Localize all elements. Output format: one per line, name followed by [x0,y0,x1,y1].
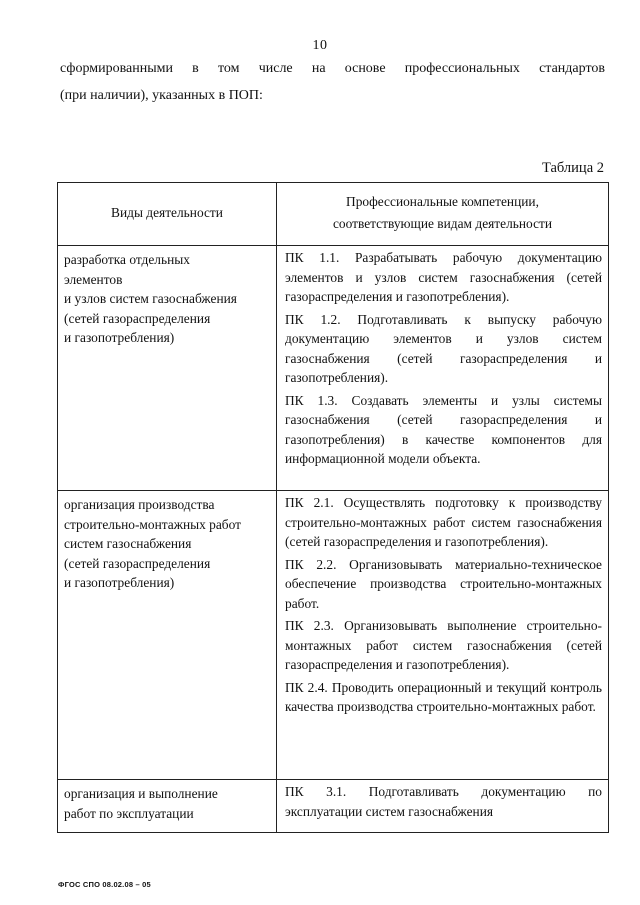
competency-item: ПК 1.3. Создавать элементы и узлы системы газоснабжения (сетей газораспределения и газопотребления) в качестве компонентов для информационной модели объекта. [285,392,602,466]
intro-word: на [311,61,326,76]
competencies-cell [277,780,609,833]
intro-paragraph [60,55,605,109]
table-header-row [58,183,609,246]
competency-item: ПК 2.1. Осуществлять подготовку к производству строительно-монтажных работ систем газоснабжения (сетей газораспределения и газопотребления). [285,495,602,549]
intro-word: профессиональных [404,61,520,76]
activity-line: элементов [64,271,123,287]
intro-word: в [192,61,199,76]
activity-line: и узлов систем газоснабжения [64,291,237,306]
activity-cell [58,246,277,491]
competencies-cell [277,491,609,780]
competencies-table [57,182,609,833]
activity-line: разработка отдельных [64,252,190,267]
intro-word: числе [258,61,293,76]
header-competencies-line-2: соответствующие видам деятельности [332,216,553,231]
header-activity: Виды деятельности [58,183,277,246]
activity-line: (сетей газораспределения [64,555,211,571]
competency-item: ПК 2.2. Организовывать материально-техническое обеспечение производства строительно-монтажных работ. [285,556,602,611]
activity-cell [58,780,277,833]
intro-word: основе [344,61,386,76]
intro-line-1 [60,55,605,82]
page-number: 10 [312,38,328,53]
document-footer: ФГОС СПО 08.02.08 – 05 [58,880,151,889]
competency-item: ПК 3.1. Подготавливать документацию по эксплуатации систем газоснабжения [285,784,602,819]
activity-line: организация производства [64,497,215,512]
activity-cell [58,491,277,780]
table-row [58,780,609,833]
activity-line: (сетей газораспределения [64,310,211,326]
competency-item: ПК 1.1. Разрабатывать рабочую документацию элементов и узлов систем газоснабжения (сетей газораспределения и газопотребления). [285,250,602,304]
activity-line: и газопотребления) [64,330,175,345]
intro-line-2: (при наличии), указанных в ПОП: [60,88,263,103]
intro-word: том [217,61,240,76]
activity-line: и газопотребления) [64,575,175,590]
competency-item: ПК 2.4. Проводить операционный и текущий контроль качества производства строительно-монтажных работ. [285,679,602,714]
activity-line: организация и выполнение [64,786,218,801]
activity-line: строительно-монтажных работ [64,516,241,532]
intro-word: стандартов [539,61,605,76]
competency-item: ПК 2.3. Организовывать выполнение строительно-монтажных работ систем газоснабжения (сетей газораспределения и газопотребления). [285,618,602,672]
activity-line: систем газоснабжения [64,536,192,551]
table-row [58,491,609,780]
competencies-cell [277,246,609,491]
intro-word: сформированными [60,61,173,76]
table-caption: Таблица 2 [541,160,604,176]
header-competencies-line-1: Профессиональные компетенции, [346,194,539,209]
activity-line: работ по эксплуатации [64,805,194,821]
table-row [58,246,609,491]
header-competencies [277,183,609,246]
competency-item: ПК 1.2. Подготавливать к выпуску рабочую документацию элементов и узлов систем газоснабжения (сетей газораспределения и газопотребления). [285,311,602,385]
